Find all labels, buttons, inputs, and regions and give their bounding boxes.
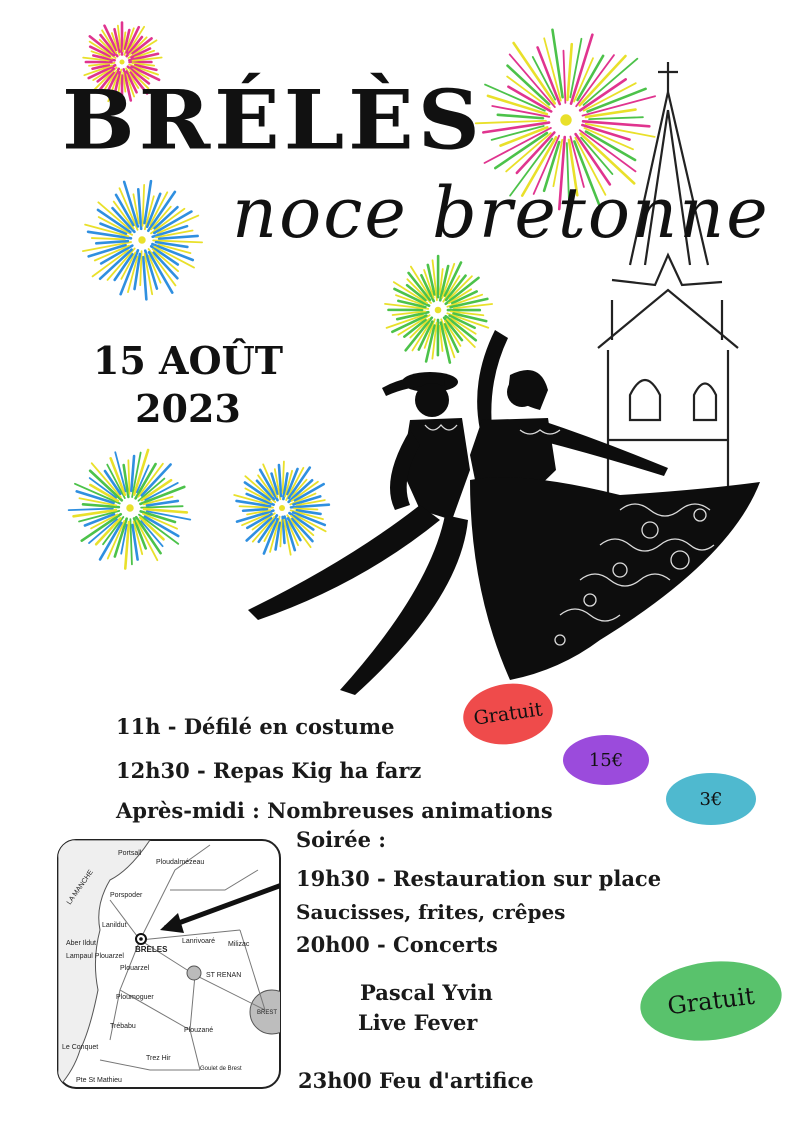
event-title: BRÉLÈS bbox=[62, 72, 484, 169]
map-label-portsall: Portsall bbox=[118, 850, 142, 857]
map-label-leconquet: Le Conquet bbox=[62, 1044, 99, 1051]
event-subtitle: noce bretonne bbox=[232, 172, 770, 254]
program-item-animations: Après-midi : Nombreuses animations bbox=[116, 798, 553, 823]
map-label-brest: BREST bbox=[257, 1010, 278, 1016]
map-label-milizac: Milizac bbox=[228, 941, 250, 948]
program-item-feu-artifice: 23h00 Feu d'artifice bbox=[298, 1068, 534, 1093]
map-label-plouzane: Plouzané bbox=[184, 1027, 214, 1034]
badge-label: 3€ bbox=[699, 788, 723, 810]
event-date-day: 15 AOÛT bbox=[92, 338, 284, 383]
program-item-menu: Saucisses, frites, crêpes bbox=[296, 900, 566, 924]
map-label-aberildut: Aber Ildut bbox=[66, 940, 96, 947]
program-item-restauration: 19h30 - Restauration sur place bbox=[296, 866, 662, 891]
badge-label: 15€ bbox=[588, 749, 624, 771]
map-label-lamanche: LA MANCHE bbox=[65, 868, 95, 907]
program-item-concerts: 20h00 - Concerts bbox=[296, 932, 498, 957]
program-item-defile: 11h - Défilé en costume bbox=[116, 714, 395, 739]
program-item-soiree: Soirée : bbox=[296, 827, 386, 852]
map-label-lanrivoare: Lanrivoaré bbox=[182, 938, 216, 945]
band-pascal-yvin: Pascal Yvin bbox=[360, 980, 493, 1005]
program-item-repas: 12h30 - Repas Kig ha farz bbox=[116, 758, 422, 783]
map-label-ploudalmezeau: Ploudalmézeau bbox=[156, 859, 205, 866]
map-label-breles: BRELES bbox=[135, 945, 168, 954]
band-live-fever: Live Fever bbox=[358, 1010, 478, 1035]
map-label-strenan: ST RENAN bbox=[206, 972, 242, 979]
map-label-trebabu: Trébabu bbox=[110, 1023, 136, 1030]
map-label-lanildut: Lanildut bbox=[102, 922, 127, 929]
map-label-ploumoguer: Ploumoguer bbox=[116, 994, 154, 1001]
badge-label: Gratuit bbox=[472, 698, 544, 730]
map-label-porspoder: Porspoder bbox=[110, 892, 143, 899]
map-label-goulet: Goulet de Brest bbox=[200, 1066, 242, 1072]
badge-label: Gratuit bbox=[665, 981, 757, 1021]
map-label-plouarzel: Plouarzel bbox=[120, 965, 150, 972]
event-date-year: 2023 bbox=[135, 386, 241, 431]
map-label-lampaul: Lampaul Plouarzel bbox=[66, 953, 124, 960]
map-label-trezhir: Trez Hir bbox=[146, 1055, 171, 1062]
map-label-stmathieu: Pte St Mathieu bbox=[76, 1077, 122, 1084]
